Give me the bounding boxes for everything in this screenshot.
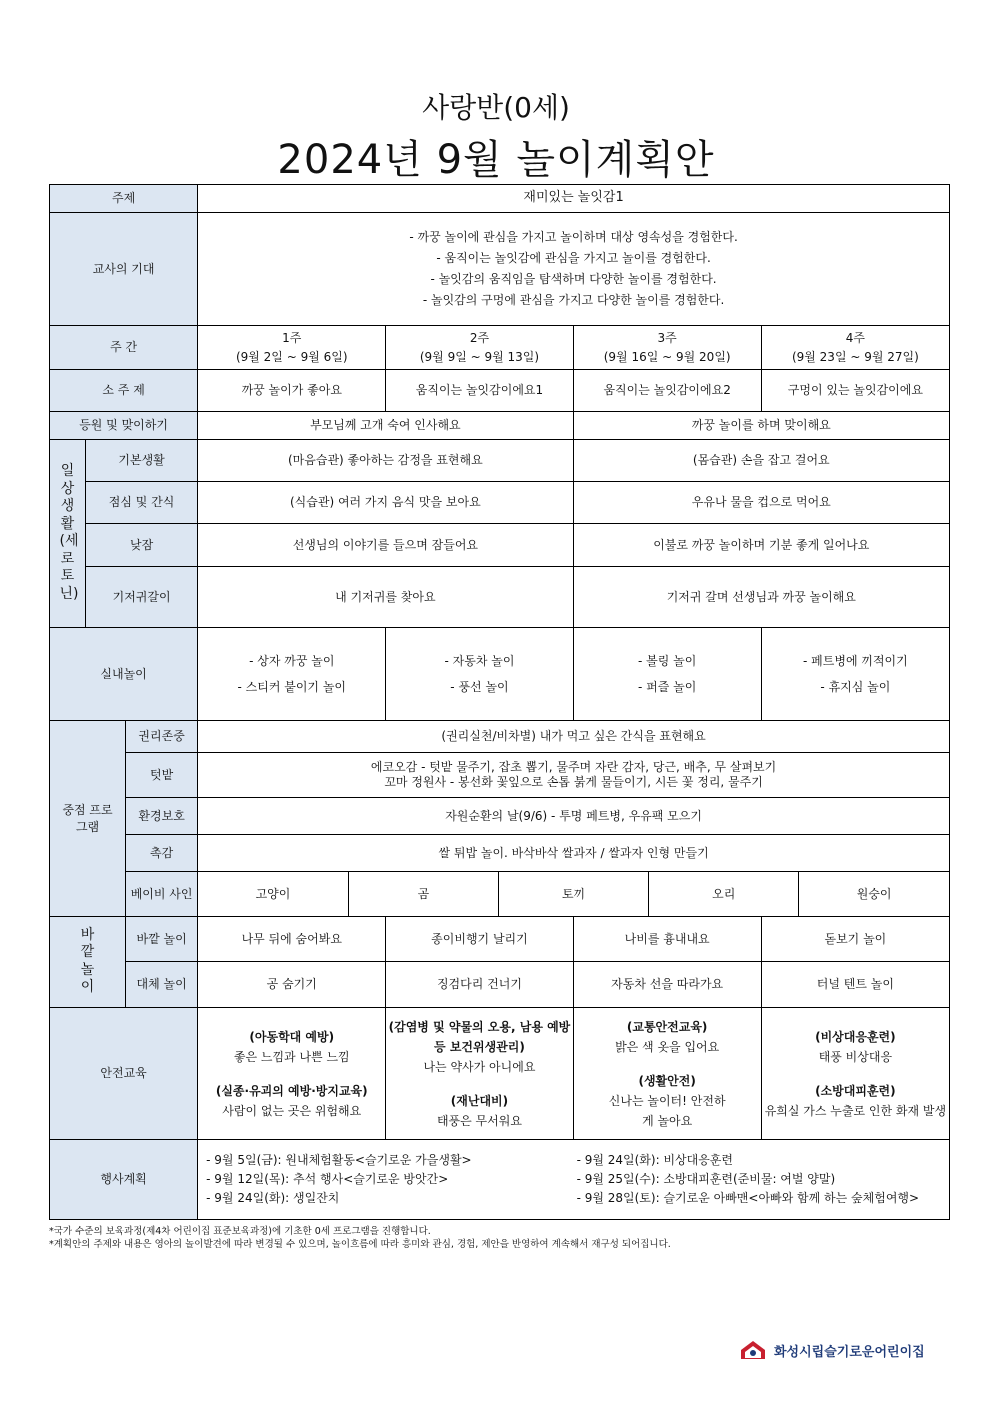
- safety-label: 안전교육: [50, 1008, 198, 1140]
- indoor-label: 실내놀이: [50, 628, 198, 721]
- expect-list: [198, 213, 950, 326]
- outdoor-row: [50, 917, 950, 962]
- kindergarten-logo: [738, 1338, 925, 1362]
- outdoor-2-3: 자동차 선을 따라가요: [573, 962, 761, 1008]
- daily-row: [50, 524, 950, 567]
- week-1: 1주 (9월 2일 ~ 9월 6일): [198, 326, 386, 370]
- week-4: 4주 (9월 23일 ~ 9월 27일): [761, 326, 949, 370]
- arrival-a: 부모님께 고개 숙여 인사해요: [198, 412, 573, 440]
- week-row: [50, 326, 950, 370]
- baby-sign-3: 토끼: [498, 872, 648, 916]
- baby-sign-4: 오리: [649, 872, 799, 916]
- plan-table: [49, 184, 950, 1220]
- arrival-b: 까꿍 놀이를 하며 맞이해요: [573, 412, 949, 440]
- focus-label-4: 촉감: [126, 835, 198, 872]
- theme-value: 재미있는 놀잇감1: [198, 185, 950, 213]
- focus-2-value: 에코오감 - 텃밭 물주기, 잡초 뽑기, 물주며 자란 감자, 당근, 배추, 무 살펴보기 꼬마 정원사 - 봉선화 꽃잎으로 손톱 붉게 물들이기, 시든 꽃 정리, 물주기: [198, 753, 950, 798]
- focus-row: [50, 721, 950, 753]
- focus-label-2: 텃밭: [126, 753, 198, 798]
- expect-item: - 움직이는 놀잇감에 관심을 가지고 놀이를 경험한다.: [436, 251, 711, 265]
- outdoor-2-4: 터널 텐트 놀이: [761, 962, 949, 1008]
- events-left: - 9월 5일(금): 원내체험활동<슬기로운 가을생활> - 9월 12일(목): 추석 행사<슬기로운 방앗간> - 9월 24일(화): 생일잔치: [206, 1153, 472, 1205]
- daily-4-b: 기저귀 갈며 선생님과 까꿍 놀이해요: [573, 567, 949, 628]
- class-title: 사랑반(0세): [422, 91, 570, 124]
- daily-3-b: 이불로 까꿍 놀이하며 기분 좋게 일어나요: [573, 524, 949, 567]
- daily-row: [50, 440, 950, 482]
- footnote-1: *국가 수준의 보육과정(제4차 어린이집 표준보육과정)에 기초한 0세 프로그램을 진행합니다.: [49, 1226, 431, 1237]
- daily-label-2: 점심 및 간식: [86, 482, 198, 524]
- arrival-row: [50, 412, 950, 440]
- focus-row: [50, 798, 950, 835]
- daily-2-a: (식습관) 여러 가지 음식 맛을 보아요: [198, 482, 573, 524]
- expect-item: - 까꿍 놀이에 관심을 가지고 놀이하며 대상 영속성을 경험한다.: [409, 230, 738, 244]
- week-label: 주 간: [50, 326, 198, 370]
- outdoor-label: 바깥놀이: [50, 917, 126, 1008]
- safety-2: (감염병 및 약물의 오용, 남용 예방 등 보건위생관리) 나는 약사가 아니에요 (재난대비) 태풍은 무서워요: [386, 1008, 573, 1140]
- focus-label-3: 환경보호: [126, 798, 198, 835]
- daily-3-a: 선생님의 이야기를 들으며 잠들어요: [198, 524, 573, 567]
- daily-label-3: 낮잠: [86, 524, 198, 567]
- outdoor-1-4: 돋보기 놀이: [761, 917, 949, 962]
- outdoor-row: [50, 962, 950, 1008]
- indoor-row: [50, 628, 950, 721]
- theme-label: 주제: [50, 185, 198, 213]
- daily-1-b: (몸습관) 손을 잡고 걸어요: [573, 440, 949, 482]
- baby-sign-row: [50, 872, 950, 917]
- baby-sign-1: 고양이: [255, 886, 291, 901]
- subtheme-label: 소 주 제: [50, 370, 198, 412]
- focus-row: [50, 835, 950, 872]
- page-title: 2024년 9월 놀이계획안: [277, 137, 715, 183]
- events-right: - 9월 24일(화): 비상대응훈련 - 9월 25일(수): 소방대피훈련(준비물: 여벌 양말) - 9월 28일(토): 슬기로운 아빠맨<아빠와 함께 하는 숲체험여행>: [576, 1153, 920, 1205]
- baby-sign-2: 곰: [348, 872, 498, 916]
- outdoor-2-2: 징검다리 건너기: [386, 962, 573, 1008]
- outdoor-label-1: 바깥 놀이: [126, 917, 198, 962]
- subtheme-2: 움직이는 놀잇감이에요1: [386, 370, 573, 412]
- focus-label: 중점 프로그램: [50, 721, 126, 917]
- daily-label: 일상생활(세로토닌): [50, 440, 86, 628]
- focus-label-1: 권리존중: [126, 721, 198, 753]
- safety-1: (아동학대 예방) 좋은 느낌과 나쁜 느낌 (실종·유괴의 예방·방지교육) 사람이 없는 곳은 위험해요: [198, 1008, 386, 1140]
- footnote-2: *계획안의 주제와 내용은 영아의 놀이발견에 따라 변경될 수 있으며, 놀이흐름에 따라 흥미와 관심, 경험, 제안을 반영하여 계속해서 재구성 되어집니다.: [49, 1239, 671, 1250]
- expect-label: 교사의 기대: [50, 213, 198, 326]
- safety-row: [50, 1008, 950, 1140]
- subtheme-3: 움직이는 놀잇감이에요2: [573, 370, 761, 412]
- indoor-2: - 자동차 놀이 - 풍선 놀이: [386, 628, 573, 721]
- focus-1-value: (권리실천/비차별) 내가 먹고 싶은 간식을 표현해요: [198, 721, 950, 753]
- indoor-1: - 상자 까꿍 놀이 - 스티커 붙이기 놀이: [198, 628, 386, 721]
- daily-2-b: 우유나 물을 컵으로 먹어요: [573, 482, 949, 524]
- outdoor-1-1: 나무 뒤에 숨어봐요: [198, 917, 386, 962]
- subtheme-row: [50, 370, 950, 412]
- week-2: 2주 (9월 9일 ~ 9월 13일): [386, 326, 573, 370]
- indoor-4: - 페트병에 끼적이기 - 휴지심 놀이: [761, 628, 949, 721]
- daily-row: [50, 567, 950, 628]
- subtheme-1: 까꿍 놀이가 좋아요: [198, 370, 386, 412]
- focus-4-value: 쌀 튀밥 놀이. 바삭바삭 쌀과자 / 쌀과자 인형 만들기: [198, 835, 950, 872]
- daily-row: [50, 482, 950, 524]
- event-label: 행사계획: [50, 1140, 198, 1220]
- daily-4-a: 내 기저귀를 찾아요: [198, 567, 573, 628]
- indoor-3: - 볼링 놀이 - 퍼즐 놀이: [573, 628, 761, 721]
- baby-sign-5: 원숭이: [799, 872, 949, 916]
- daily-label-4: 기저귀갈이: [86, 567, 198, 628]
- outdoor-label-2: 대체 놀이: [126, 962, 198, 1008]
- week-3: 3주 (9월 16일 ~ 9월 20일): [573, 326, 761, 370]
- subtheme-4: 구멍이 있는 놀잇감이에요: [761, 370, 949, 412]
- focus-3-value: 자원순환의 날(9/6) - 투명 페트병, 우유팩 모으기: [198, 798, 950, 835]
- safety-4: (비상대응훈련) 태풍 비상대응 (소방대피훈련) 유희실 가스 누출로 인한 화재 발생: [761, 1008, 949, 1140]
- baby-sign-label: 베이비 사인: [126, 872, 198, 917]
- theme-row: [50, 185, 950, 213]
- logo-icon: [738, 1338, 768, 1362]
- arrival-label: 등원 및 맞이하기: [50, 412, 198, 440]
- logo-text: 화성시립슬기로운어린이집: [774, 1344, 925, 1360]
- event-row: [50, 1140, 950, 1220]
- safety-3: (교통안전교육) 밝은 색 옷을 입어요 (생활안전) 신나는 놀이터! 안전하게 놀아요: [573, 1008, 761, 1140]
- daily-label-1: 기본생활: [86, 440, 198, 482]
- outdoor-1-3: 나비를 흉내내요: [573, 917, 761, 962]
- expect-item: - 놀잇감의 움직임을 탐색하며 다양한 놀이를 경험한다.: [430, 272, 717, 286]
- outdoor-1-2: 종이비행기 날리기: [386, 917, 573, 962]
- expect-item: - 놀잇감의 구멍에 관심을 가지고 다양한 놀이를 경험한다.: [422, 293, 725, 307]
- outdoor-2-1: 공 숨기기: [198, 962, 386, 1008]
- expect-row: [50, 213, 950, 326]
- focus-row: [50, 753, 950, 798]
- daily-1-a: (마음습관) 좋아하는 감정을 표현해요: [198, 440, 573, 482]
